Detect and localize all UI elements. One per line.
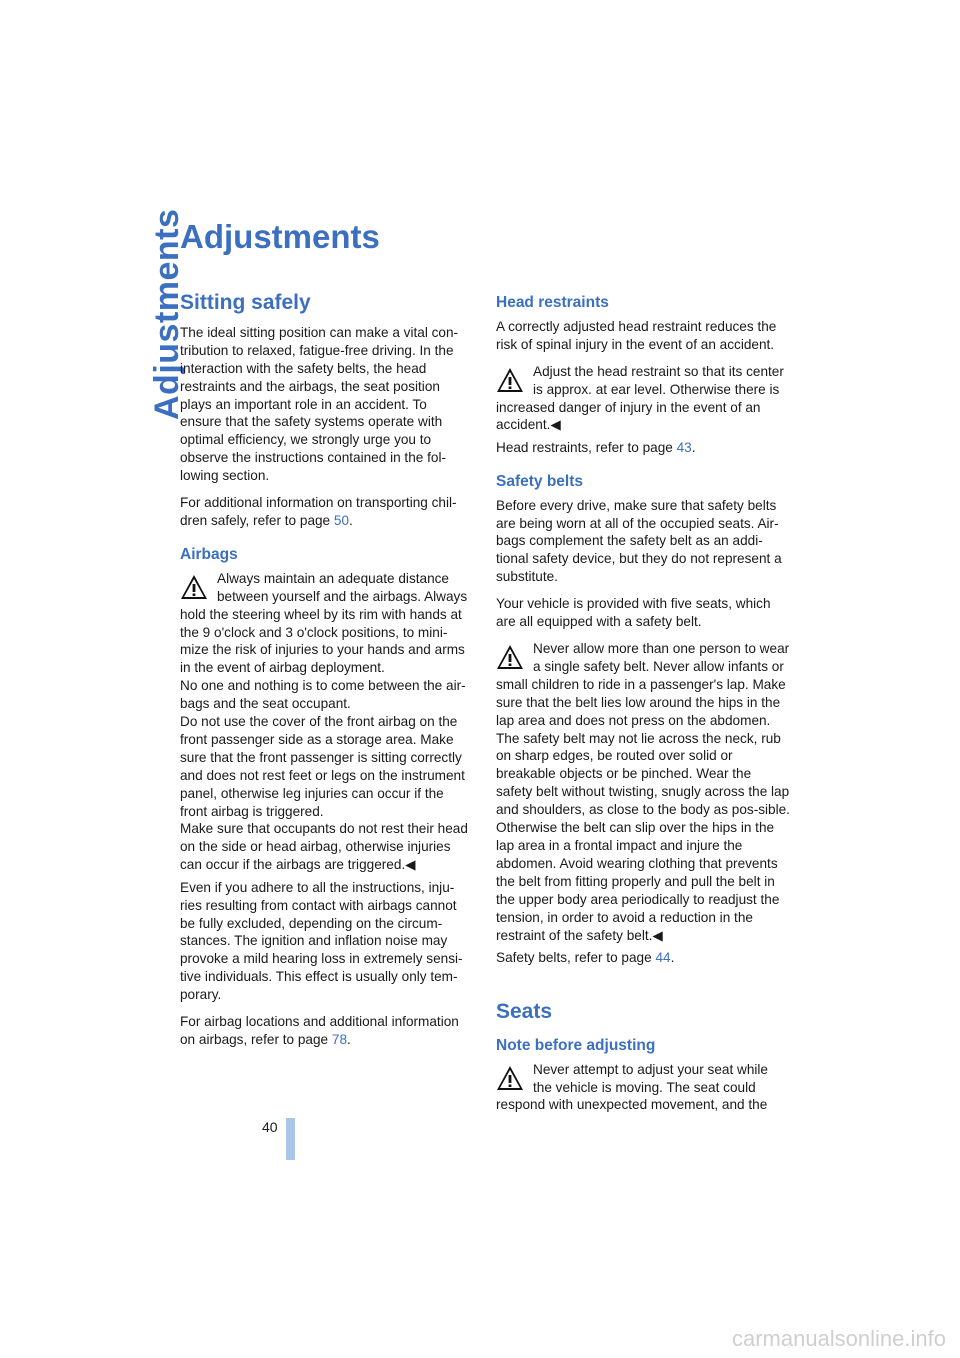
side-tab-label: Adjustments [148,208,186,420]
paragraph [496,949,790,967]
text: . [670,949,675,965]
side-tab [96,208,186,420]
warning-triangle-icon [496,1065,524,1091]
paragraph: Your vehicle is provided with five seats, which are all equipped with a safety belt. [496,596,771,630]
left-column [180,290,472,1053]
text: For additional information on transporting chil-dren safely, refer to page [180,495,457,528]
page-title: Adjustments [180,218,380,255]
heading-sitting-safely: Sitting safely [180,291,311,314]
page-number: 40 [262,1119,278,1135]
page-link-78[interactable]: 78 [331,1031,348,1047]
paragraph: Before every drive, make sure that safety belts are being worn at all of the occupied seats. Air-bags complement the safety belt as an addi-tional safety device, but they do not represent a substitute. [496,497,782,585]
warning-text: Make sure that occupants do not rest their head on the side or head airbag, otherwise injuries can occur if the airbags are triggered.◀ [180,821,468,873]
warning-block [496,363,790,435]
page-link-43[interactable]: 43 [676,439,692,455]
warning-text: No one and nothing is to come between the air-bags and the seat occupant. [180,678,466,712]
warning-block [496,1061,790,1115]
warning-block [180,570,472,874]
text: . [691,439,696,455]
warning-text: Adjust the head restraint so that its center is approx. at ear level. Otherwise there is increased danger of injury in the event of an accident.◀ [496,363,784,433]
text: For airbag locations and additional information on airbags, refer to page [180,1014,459,1047]
text: . [347,1031,351,1047]
warning-text: Never allow more than one person to wear a single safety belt. Never allow infants or small children to ride in a passenger's lap. Make sure that the belt lies low around the hips in the lap area and does not press on the abdomen. The safety belt may not lie across the neck, rub on sharp edges, be routed over solid or breakable objects or be pinched. Wear the safety belt without twisting, snugly across the lap and shoulders, as close to the body as pos-sible. Otherwise the belt can slip over the hips in the lap area in a frontal impact and injure the abdomen. Avoid wearing clothing that prevents the belt from fitting properly and pull the belt in the upper body area periodically to readjust the tension, in order to avoid a reduction in the restraint of the safety belt.◀ [496,641,790,943]
page-link-44[interactable]: 44 [655,949,671,965]
paragraph [496,439,790,457]
warning-text: Do not use the cover of the front airbag on the front passenger side as a storage area. Make sure that the front passenger is sitting correctly and does not rest feet or legs on the instrument panel, otherwise leg injuries can occur if the front airbag is triggered. [180,714,465,819]
text: Head restraints, refer to page [496,439,677,455]
text: . [349,512,353,528]
warning-block [496,640,790,944]
paragraph: The ideal sitting position can make a vital con-tribution to relaxed, fatigue-free driving. In the interaction with the safety belts, the head restraints and the airbags, the seat position plays an important role in an accident. To ensure that the safety systems operate with optimal efficiency, we strongly urge you to observe the instructions contained in the fol-lowing section. [180,324,459,484]
paragraph [180,494,472,530]
warning-triangle-icon [496,644,524,670]
heading-airbags: Airbags [180,545,238,563]
warning-text: Always maintain an adequate distance between yourself and the airbags. Always hold the steering wheel by its rim with hands at the 9 o'clock and 3 o'clock positions, to mini-mize the risk of injuries to your hands and arms in the event of airbag deployment. [180,570,468,676]
warning-triangle-icon [180,574,208,600]
warning-text: Never attempt to adjust your seat while the vehicle is moving. The seat could respond with unexpected movement, and the [496,1061,768,1113]
watermark [0,1322,960,1358]
paragraph: A correctly adjusted head restraint reduces the risk of spinal injury in the event of an accident. [496,318,777,352]
paragraph [180,1013,472,1049]
warning-triangle-icon [496,367,524,393]
page-link-50[interactable]: 50 [333,512,350,528]
watermark-text: carmanualsonline.info [731,1326,946,1351]
heading-note-before-adjusting: Note before adjusting [496,1036,656,1054]
text: Safety belts, refer to page [496,949,656,965]
heading-safety-belts: Safety belts [496,472,584,490]
heading-head-restraints: Head restraints [496,294,609,311]
paragraph: Even if you adhere to all the instructions, inju-ries resulting from contact with airbags cannot be fully excluded, depending on the circum-stances. The ignition and inflation noise may provoke a mild hearing loss in extremely sensi-tive individuals. This effect is usually only tem-porary. [180,879,463,1003]
right-column [496,290,790,1119]
heading-seats: Seats [496,999,553,1023]
page-number-bar [286,1118,295,1160]
